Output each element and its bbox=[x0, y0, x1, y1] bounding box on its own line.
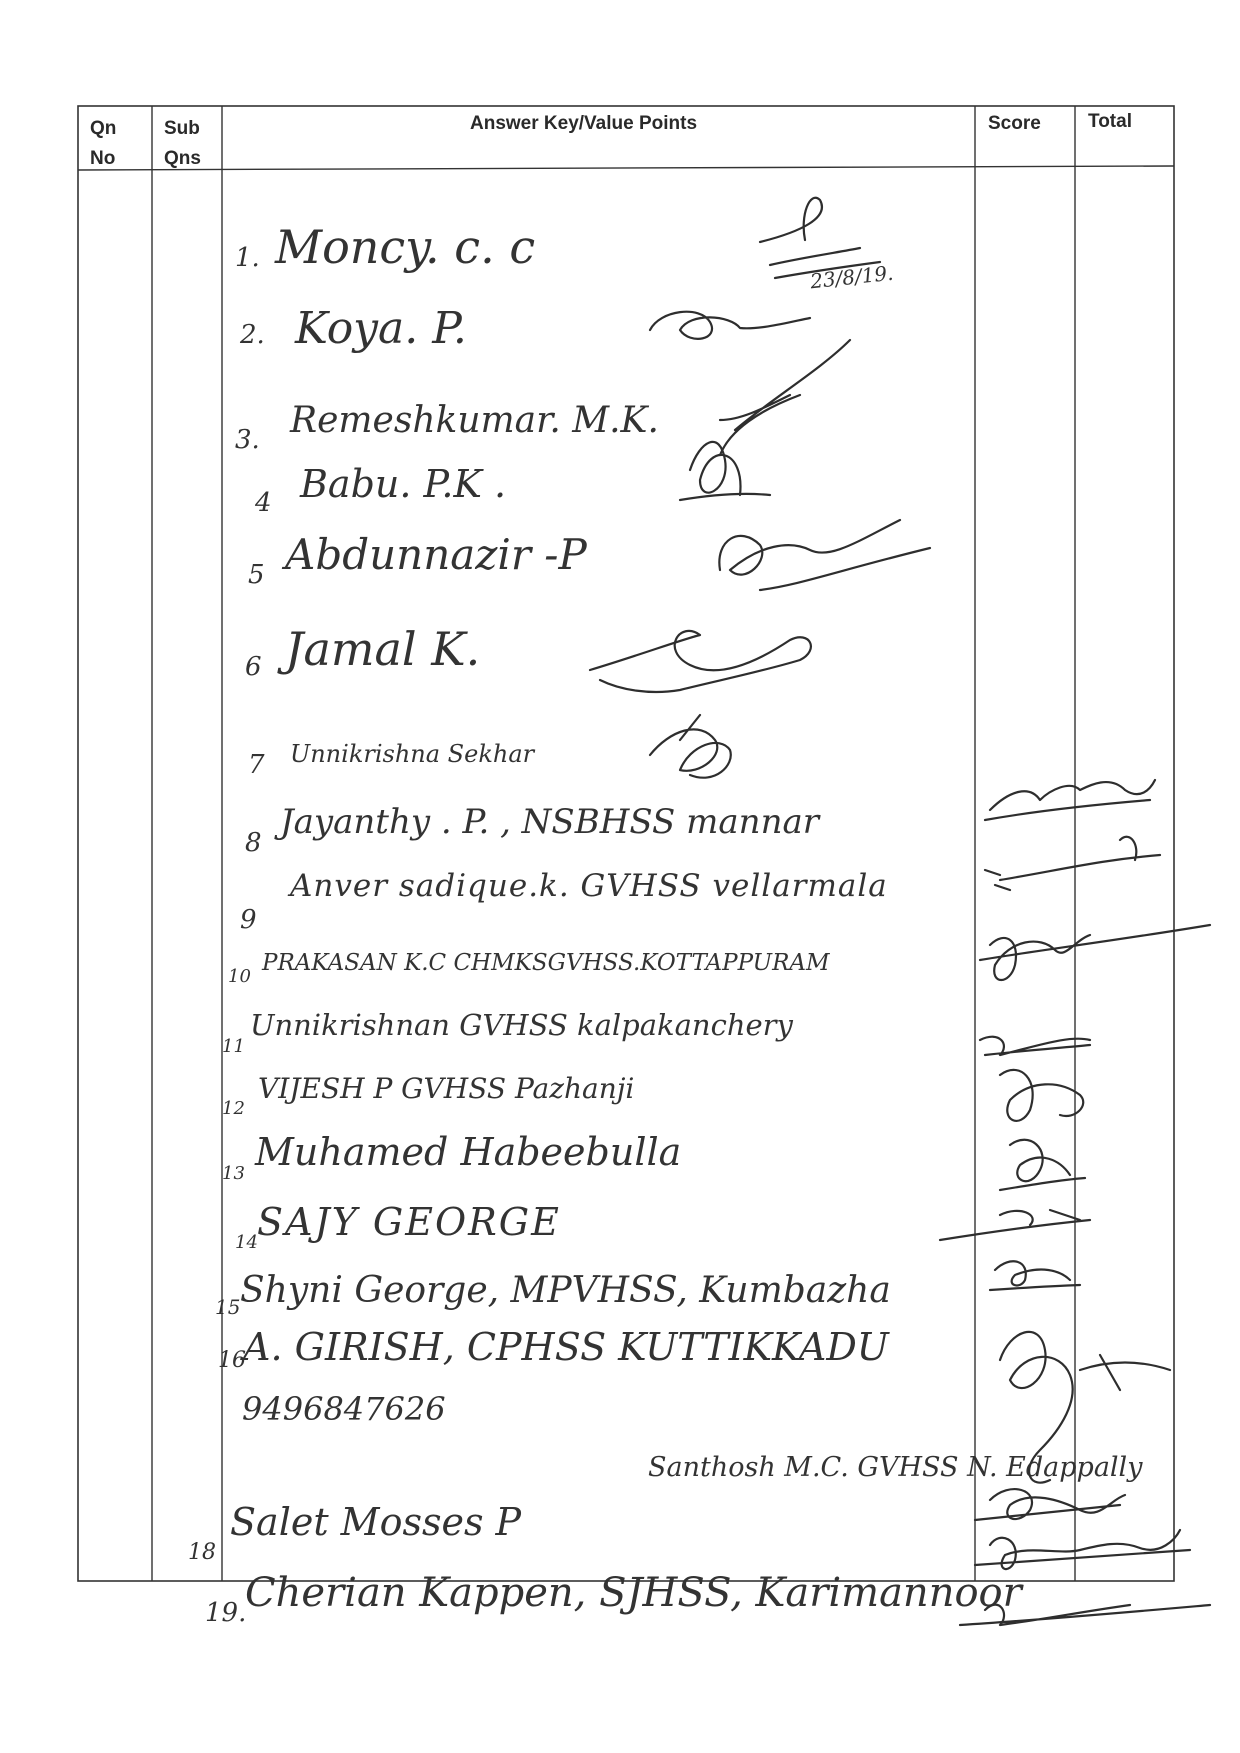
header-score: Score bbox=[988, 113, 1041, 134]
row-number: 18 bbox=[188, 1540, 216, 1565]
row-number: 6 bbox=[245, 652, 262, 682]
score-signature-18 bbox=[975, 1530, 1190, 1569]
score-signature-8 bbox=[985, 780, 1155, 820]
score-signature-14 bbox=[940, 1210, 1090, 1240]
list-item: Muhamed Habeebulla bbox=[255, 1130, 682, 1174]
score-signature-10 bbox=[980, 925, 1210, 980]
list-item: Anver sadique.k. GVHSS vellarmala bbox=[290, 868, 888, 904]
score-signature-15 bbox=[990, 1261, 1080, 1290]
row-number: 14 bbox=[235, 1232, 258, 1253]
list-item: Remeshkumar. M.K. bbox=[290, 400, 659, 441]
header-qn-no-line2: No bbox=[90, 148, 116, 169]
score-signature-19 bbox=[960, 1605, 1210, 1625]
phone-number: Santhosh M.C. GVHSS N. Edappally bbox=[648, 1452, 1143, 1483]
row-number: 2. bbox=[240, 320, 265, 350]
header-answer-key: Answer Key/Value Points bbox=[470, 113, 698, 134]
row-number: 9 bbox=[240, 905, 257, 935]
list-item: Unnikrishnan GVHSS kalpakanchery bbox=[250, 1008, 793, 1042]
list-item: Jamal K. bbox=[285, 622, 481, 676]
signature-4 bbox=[680, 442, 770, 500]
list-item: Unnikrishna Sekhar bbox=[290, 740, 535, 768]
row-number: 15 bbox=[215, 1295, 241, 1319]
score-signature-13 bbox=[1000, 1140, 1085, 1190]
score-signature-17 bbox=[975, 1489, 1125, 1520]
row-number: 10 bbox=[228, 966, 251, 987]
header-qn-no-line1: Qn bbox=[90, 118, 117, 139]
list-item: PRAKASAN K.C CHMKSGVHSS.KOTTAPPURAM bbox=[262, 950, 830, 976]
header-sub-qns-line1: Sub bbox=[164, 118, 200, 139]
date-note: 23/8/19. bbox=[808, 260, 895, 294]
list-item: Moncy. c. c bbox=[275, 220, 536, 274]
signature-1 bbox=[760, 198, 880, 278]
score-signature-12 bbox=[1000, 1070, 1083, 1121]
row-number: 5 bbox=[248, 560, 265, 590]
row-number: 1. bbox=[235, 243, 260, 273]
signature-5 bbox=[719, 520, 930, 590]
row-number: 8 bbox=[245, 828, 262, 858]
header-sub-qns-line2: Qns bbox=[164, 148, 201, 169]
list-item: Koya. P. bbox=[295, 303, 467, 354]
list-item: Babu. P.K . bbox=[300, 462, 507, 506]
list-item: VIJESH P GVHSS Pazhanji bbox=[258, 1072, 635, 1105]
row-number: 19. bbox=[205, 1598, 247, 1628]
list-item: Salet Mosses P bbox=[230, 1500, 522, 1544]
signature-7 bbox=[650, 715, 731, 778]
signature-2 bbox=[650, 312, 810, 339]
score-signature-9 bbox=[985, 837, 1160, 890]
list-item: A. GIRISH, CPHSS KUTTIKKADU bbox=[243, 1325, 889, 1369]
list-item: Abdunnazir -P bbox=[285, 530, 587, 579]
list-item: Shyni George, MPVHSS, Kumbazha bbox=[240, 1270, 891, 1311]
row-number: 16 bbox=[218, 1348, 246, 1373]
score-signature-11 bbox=[980, 1037, 1090, 1055]
signature-3 bbox=[720, 340, 850, 455]
list-item: 9496847626 bbox=[242, 1390, 446, 1428]
row-number: 12 bbox=[222, 1098, 245, 1119]
list-item: Cherian Kappen, SJHSS, Karimannoor bbox=[245, 1570, 1022, 1616]
header-total: Total bbox=[1088, 111, 1132, 132]
score-signature-16 bbox=[1000, 1332, 1170, 1483]
list-item: Jayanthy . P. , NSBHSS mannar bbox=[280, 802, 819, 842]
row-number: 4 bbox=[255, 488, 272, 518]
signature-6 bbox=[590, 631, 811, 692]
row-number: 3. bbox=[235, 425, 260, 455]
row-number: 7 bbox=[248, 750, 265, 780]
row-number: 11 bbox=[222, 1036, 245, 1057]
row-number: 13 bbox=[222, 1163, 245, 1184]
list-item: SAJY GEORGE bbox=[257, 1200, 561, 1244]
